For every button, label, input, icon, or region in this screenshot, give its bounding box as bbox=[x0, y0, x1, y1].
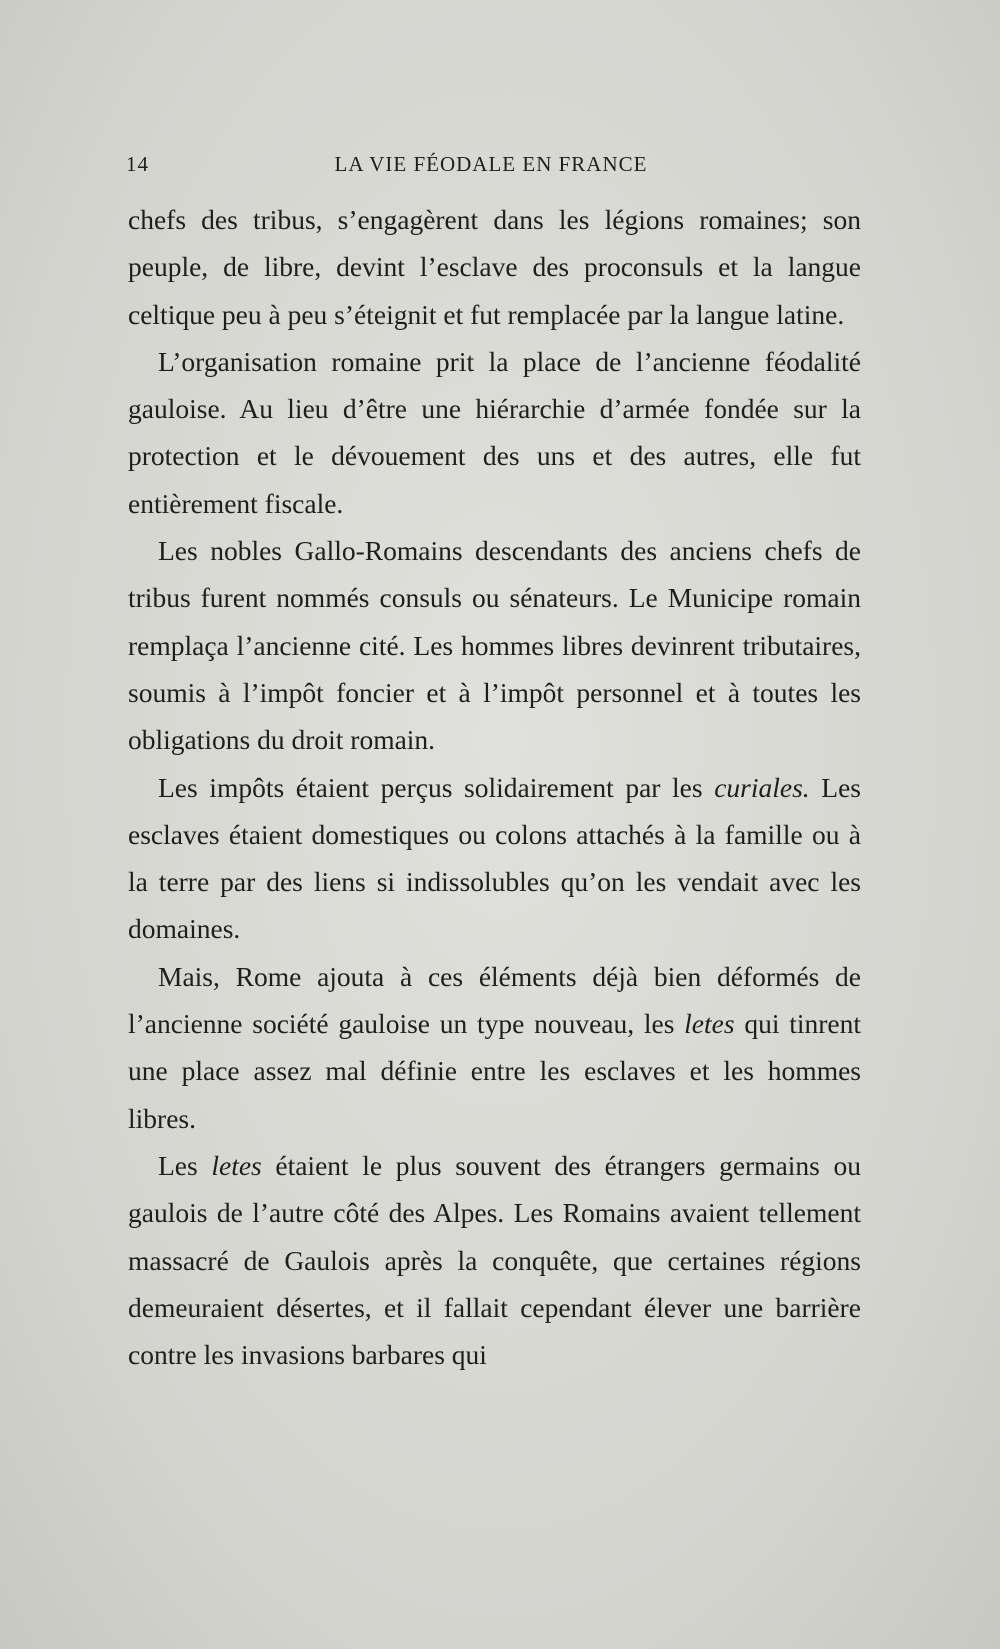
paragraph: chefs des tribus, s’engagèrent dans les légions romaines; son peuple, de libre, devint l’esclave des proconsuls et la langue celtique peu à peu s’éteignit et fut remplacée par la langue latine. bbox=[128, 204, 861, 330]
paragraph: Les impôts étaient perçus solidairement par les curiales. Les esclaves étaient domestiques ou colons attachés à la famille ou à la terre par des liens si indissolubles qu’on les vendait avec les domaines. bbox=[128, 771, 861, 945]
page-header bbox=[126, 152, 856, 184]
italic-term: curiales. bbox=[714, 771, 810, 803]
paragraph: Mais, Rome ajouta à ces éléments déjà bien déformés de l’ancienne société gauloise un type nouveau, les letes qui tinrent une place assez mal définie entre les esclaves et les hommes libres. bbox=[128, 960, 861, 1134]
running-title: LA VIE FÉODALE EN FRANCE bbox=[334, 152, 648, 176]
page-number: 14 bbox=[126, 152, 149, 176]
paragraph: Les letes étaient le plus souvent des étrangers germains ou gaulois de l’autre côté des Alpes. Les Romains avaient tellement massacré de Gaulois après la conquête, que certaines régions demeuraient désertes, et il fallait cependant élever une barrière contre les invasions barbares qui bbox=[128, 1149, 861, 1371]
italic-term: letes bbox=[684, 1008, 735, 1040]
italic-term: letes bbox=[211, 1149, 262, 1181]
body-text bbox=[128, 196, 861, 1378]
paragraph: L’organisation romaine prit la place de l’ancienne féodalité gauloise. Au lieu d’être une hiérarchie d’armée fondée sur la protection et le dévouement des uns et des autres, elle fut entièrement fiscale. bbox=[128, 345, 861, 519]
paragraph: Les nobles Gallo-Romains descendants des anciens chefs de tribus furent nommés consuls ou sénateurs. Le Municipe romain remplaça l’ancienne cité. Les hommes libres devinrent tributaires, soumis à l’impôt foncier et à l’impôt personnel et à toutes les obligations du droit romain. bbox=[128, 535, 861, 756]
